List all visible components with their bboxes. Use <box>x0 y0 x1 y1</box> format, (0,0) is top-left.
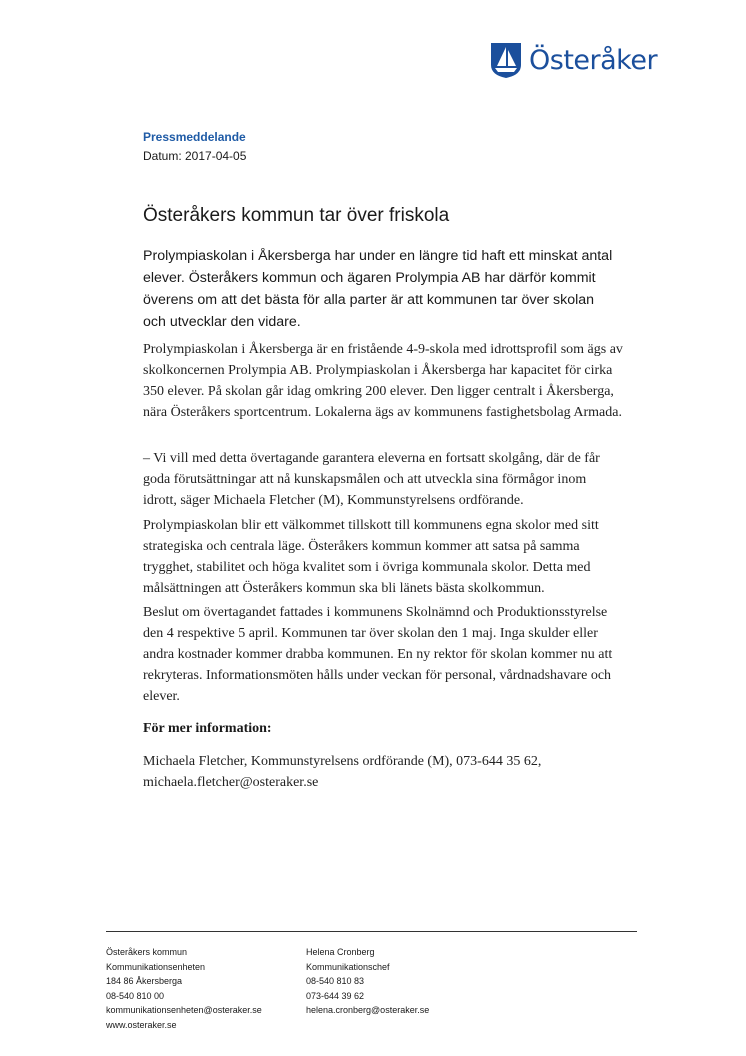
document-date: Datum: 2017-04-05 <box>143 149 247 163</box>
contact-line: Michaela Fletcher, Kommunstyrelsens ordförande (M), 073-644 35 62, <box>143 754 542 769</box>
footer-line: Kommunikationschef <box>306 961 390 972</box>
footer-line: 08-540 810 00 <box>106 990 165 1001</box>
article-paragraph: – Vi vill med detta övertagande garantera eleverna en fortsatt skolgång, där de får goda förutsättningar att nå kunskapsmålen och att utveckla sina förmågor inom idrott, säger Michaela Fletcher (M), Kommunstyrelsens ordförande. <box>143 451 600 508</box>
footer-organization <box>106 945 262 1032</box>
footer-email-link[interactable]: helena.cronberg@osteraker.se <box>306 1005 430 1015</box>
footer-line: Kommunikationsenheten <box>106 961 206 972</box>
article-paragraph: Prolympiaskolan blir ett välkommet tillskott till kommunens egna skolor med sitt strategiska och centrala läge. Österåkers kommun kommer att satsa på samma trygghet, stabilitet och höga kvalitet som i övriga kommunala skolor. Detta med målsättningen att Österåkers kommun ska bli länets bästa skolkommun. <box>143 518 599 596</box>
article-paragraph: Prolympiaskolan i Åkersberga är en fristående 4-9-skola med idrottsprofil som ägs av skolkoncernen Prolympia AB. Prolympiaskolan i Åkersberga har kapacitet för cirka 350 elever. På skolan går idag omkring 200 elever. Den ligger centralt i Åkersberga, nära Österåkers sportcentrum. Lokalerna ägs av kommunens fastighetsbolag Armada. <box>143 342 623 420</box>
article-lead: Prolympiaskolan i Åkersberga har under en längre tid haft ett minskat antal elever. Österåkers kommun och ägaren Prolympia AB har därför kommit överens om att det bästa för alla parter är att kommunen tar över skolan och utvecklar den vidare. <box>143 248 613 330</box>
contact-email-link[interactable]: michaela.fletcher@osteraker.se <box>143 775 319 790</box>
sailboat-shield-icon <box>489 41 523 79</box>
footer-line: 08-540 810 83 <box>306 976 365 986</box>
article-paragraph: Beslut om övertagandet fattades i kommunens Skolnämnd och Produktionsstyrelse den 4 respektive 5 april. Kommunen tar över skolan den 1 maj. Inga skulder eller andra kostnader kommer drabba kommunen. En ny rektor för skolan kommer nu att rekryteras. Informationsmöten hålls under veckan för personal, vårdnadshavare och elever. <box>143 605 613 704</box>
contact-info <box>143 751 623 793</box>
footer-email-link[interactable]: kommunikationsenheten@osteraker.se <box>106 1005 262 1015</box>
footer-divider <box>106 931 637 932</box>
osteraker-logo <box>489 40 657 80</box>
document-type-label: Pressmeddelande <box>143 130 246 144</box>
footer-line: 073-644 39 62 <box>306 990 365 1001</box>
logo-wordmark: Österåker <box>529 44 658 76</box>
footer-line: 184 86 Åkersberga <box>106 976 183 986</box>
footer-line: Österåkers kommun <box>106 947 188 957</box>
footer-line: Helena Cronberg <box>306 947 375 957</box>
article-title: Österåkers kommun tar över friskola <box>143 205 450 226</box>
more-info-heading: För mer information: <box>143 721 272 736</box>
footer-contact-person <box>306 945 429 1018</box>
footer-website-link[interactable]: www.osteraker.se <box>106 1019 177 1030</box>
